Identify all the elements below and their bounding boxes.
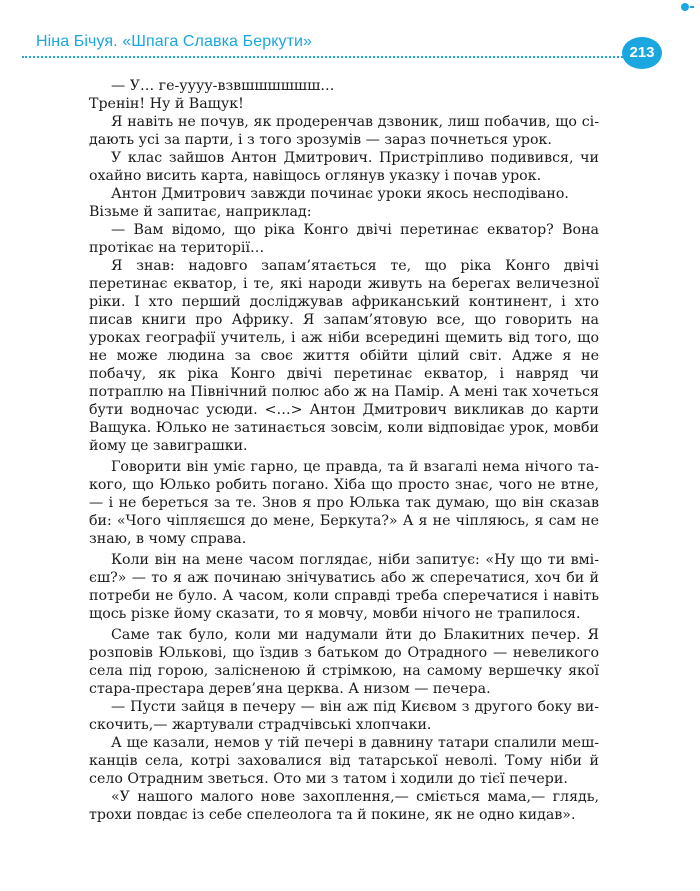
paragraph: Коли він на мене часом поглядає, ніби запитує: «Ну що ти вмієш?» — то я аж починаю знічуватись або ж сперечатися, хоч би й потреби не було. А часом, коли справді треба сперечатися і навіть щось різке йому сказати, то я мовчу, мовби нічого не трапилося. [89, 552, 599, 622]
paragraph: Я знав: надовго запам’ятається те, що ріка Конго двічі перетинає екватор, і те, які народи живуть на берегах величезної ріки. І хто перший досліджував африканський континент, і хто писав книги про Африку. Я запам’ятовую все, що говорить на уроках географії учитель, і аж ніби всередині щемить від того, що не може людина за своє життя обійти цілий світ. Адже я не побачу, як ріка Конго двічі перетинає екватор, і навряд чи потраплю на Північний полюс або ж на Памір. А мені так хочеться бути водночас усюди. <…> Антон Дмитрович викликав до карти Ващука. Юлько не затинається зовсім, коли відповідає урок, мовби йому це завиграшки. [89, 258, 599, 454]
paragraph: — У… ге-уууу-взвшшшшшш… [111, 78, 335, 94]
page-number-badge: 213 [622, 37, 662, 69]
paragraph: Саме так було, коли ми надумали йти до Блакитних печер. Я розповів Юлькові, що їздив з батьком до Отрадного — невеликого села під горою, залісненою й стрімкою, на самому вершечку якої стара-престара дерев’яна церква. А низом — печера. [89, 627, 599, 697]
paragraph: Антон Дмитрович завжди починає уроки якось несподівано. [111, 186, 569, 202]
paragraph: «У нашого малого нове захоплення,— сміється мама,— глядь, трохи повдає із себе спелеолога та й покине, як не одно кидав». [89, 789, 599, 823]
paragraph: Говорити він уміє гарно, це правда, та й взагалі нема нічого такого, що Юлько робить погано. Хіба що просто знає, чого не втне,— і не береться за те. Знов я про Юлька так думаю, що він сказав би: «Чого чіпляєшся до мене, Беркута?» А я не чіпляюсь, я сам не знаю, в чому справа. [89, 459, 599, 547]
paragraph: Тренін! Ну й Ващук! [89, 96, 244, 112]
book-logo-icon [680, 2, 694, 12]
paragraph: У клас зайшов Антон Дмитрович. Пристріпливо подивився, чи охайно висить карта, навіщось оглянув указку і почав урок. [89, 150, 599, 184]
paragraph: Я навіть не почув, як продеренчав дзвоник, лиш побачив, що сідають усі за парти, і з того зрозумів — зараз почнеться урок. [89, 114, 599, 148]
running-header-title: Ніна Бічуя. «Шпага Славка Беркути» [36, 33, 313, 50]
paragraph: Візьме й запитає, наприклад: [89, 204, 312, 220]
header-dotted-rule [22, 56, 634, 58]
paragraph: — Пусти зайця в печеру — він аж під Києвом з другого боку вискочить,— жартували страдчівські хлопчаки. [89, 699, 599, 733]
body-text [89, 77, 599, 824]
paragraph: — Вам відомо, що ріка Конго двічі перетинає екватор? Вона протікає на території… [89, 222, 599, 256]
paragraph: А ще казали, немов у тій печері в давнину татари спалили мешканців села, котрі заховалися від татарської неволі. Тому ніби й село Отрадним зветься. Ото ми з татом і ходили до тієї печери. [89, 735, 599, 787]
